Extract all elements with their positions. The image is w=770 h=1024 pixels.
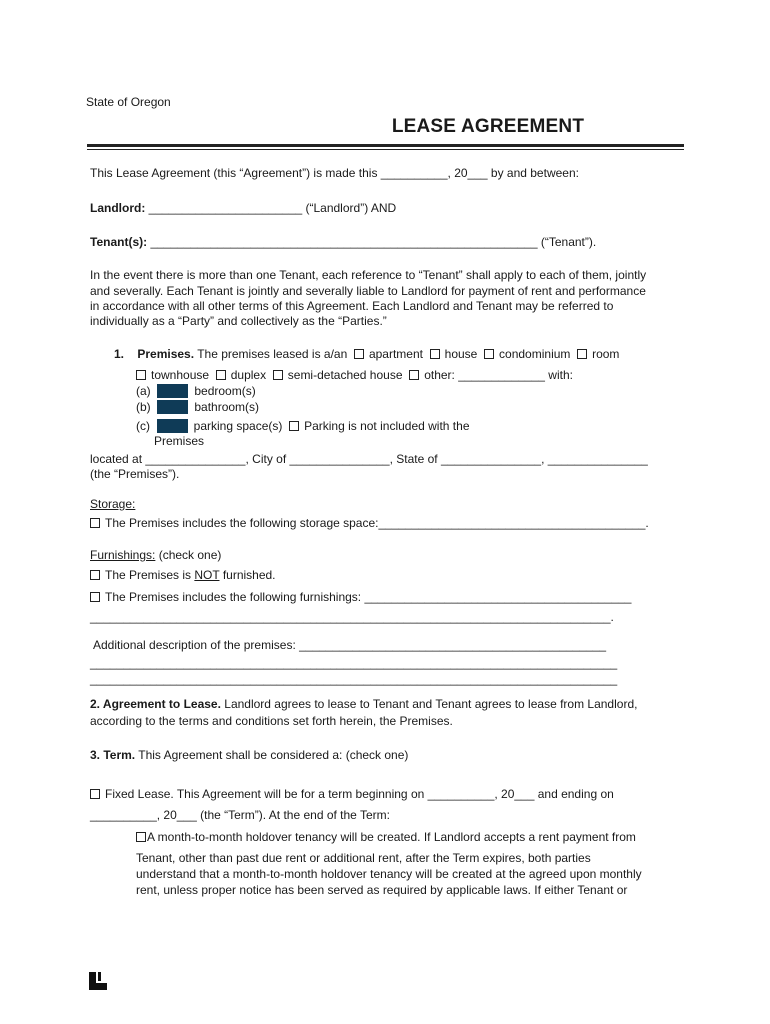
storage-heading: Storage: [90, 497, 136, 511]
intro-text: This Lease Agreement (this “Agreement”) is made this __________, 20___ by and between: [90, 166, 579, 180]
duplex-checkbox[interactable] [216, 370, 226, 380]
storage-row [90, 516, 649, 530]
room-checkbox[interactable] [577, 349, 587, 359]
no-parking-checkbox[interactable] [289, 421, 299, 431]
other-checkbox[interactable] [409, 370, 419, 380]
furnishings-heading-row [90, 548, 221, 562]
located-line[interactable]: located at _______________, City of _______________, State of _______________, _______________ [90, 452, 648, 466]
agreement-text: Landlord agrees to lease to Tenant and Tenant agrees to lease from Landlord, [220, 697, 638, 711]
parking-letter: (c) [136, 419, 150, 433]
holdover-line-4: rent, unless proper notice has been served as required by applicable laws. If either Tenant or [136, 883, 628, 897]
term-text: This Agreement shall be considered a: (check one) [135, 748, 409, 762]
agreement-line-1 [90, 697, 637, 711]
multi-tenant-line-2: and severally. Each Tenant is jointly and severally liable to Landlord for payment of rent and performance [90, 284, 646, 298]
not-furnished-checkbox[interactable] [90, 570, 100, 580]
additional-line-2[interactable]: _______________________________________________________________________________ [90, 672, 618, 686]
holdover-line-3: understand that a month-to-month holdover tenancy will be created at the agreed upon monthly [136, 867, 642, 881]
parking-input[interactable] [157, 419, 188, 433]
premises-number: 1. [114, 347, 125, 361]
fixed-lease-text[interactable]: Fixed Lease. This Agreement will be for a term beginning on __________, 20___ and ending on [105, 787, 614, 801]
tenant-label: Tenant(s): [90, 235, 148, 249]
premises-row-2 [136, 368, 573, 382]
bedrooms-input[interactable] [157, 384, 188, 398]
no-parking-cont: Premises [154, 434, 205, 448]
premises-definition: (the “Premises”). [90, 467, 180, 481]
condominium-checkbox[interactable] [484, 349, 494, 359]
house-checkbox[interactable] [430, 349, 440, 359]
premises-row-1 [114, 347, 619, 361]
storage-text[interactable]: The Premises includes the following storage space:________________________________________. [105, 516, 649, 530]
type-townhouse: townhouse [151, 368, 210, 382]
furnished-continuation[interactable]: ______________________________________________________________________________. [90, 610, 614, 624]
bedrooms-letter: (a) [136, 384, 151, 398]
title-rule-thick [87, 144, 684, 147]
premises-lead: The premises leased is a/an [194, 347, 348, 361]
furnished-text[interactable]: The Premises includes the following furnishings: ________________________________________ [105, 590, 632, 604]
title-rule-thin [87, 149, 684, 150]
furnished-row [90, 590, 631, 604]
document-title: LEASE AGREEMENT [391, 116, 585, 137]
bathrooms-label: bathroom(s) [194, 400, 260, 414]
bathrooms-input[interactable] [157, 400, 188, 414]
multi-tenant-line-1: In the event there is more than one Tenant, each reference to “Tenant” shall apply to each of them, jointly [90, 268, 647, 282]
townhouse-checkbox[interactable] [136, 370, 146, 380]
term-line [90, 748, 408, 762]
storage-checkbox[interactable] [90, 518, 100, 528]
not-furnished-post: furnished. [219, 568, 276, 582]
holdover-text-1: A month-to-month holdover tenancy will be created. If Landlord accepts a rent payment from [147, 830, 636, 844]
bedrooms-label: bedroom(s) [194, 384, 256, 398]
no-parking-label: Parking is not included with the [304, 419, 470, 433]
furnishings-heading: Furnishings: [90, 548, 156, 562]
holdover-checkbox[interactable] [136, 832, 146, 842]
holdover-line-1 [136, 830, 636, 844]
additional-line-1[interactable]: _______________________________________________________________________________ [90, 656, 618, 670]
additional-description[interactable]: Additional description of the premises: ______________________________________________ [93, 638, 607, 652]
term-heading: 3. Term. [90, 748, 136, 762]
not-furnished-pre: The Premises is [105, 568, 195, 582]
parking-label: parking space(s) [193, 419, 283, 433]
type-house: house [444, 347, 478, 361]
tenant-line [90, 235, 596, 249]
bathrooms-letter: (b) [136, 400, 151, 414]
landlord-line [90, 201, 396, 215]
premises-heading: Premises. [137, 347, 195, 361]
landlord-blank[interactable]: _______________________ (“Landlord”) AND [145, 201, 397, 215]
apartment-checkbox[interactable] [354, 349, 364, 359]
type-semi-detached: semi-detached house [287, 368, 403, 382]
furnished-checkbox[interactable] [90, 592, 100, 602]
type-duplex: duplex [230, 368, 267, 382]
bathrooms-row [136, 400, 259, 414]
parking-row [136, 419, 470, 433]
tenant-blank[interactable]: __________________________________________________________ (“Tenant”). [147, 235, 597, 249]
not-furnished-row [90, 568, 276, 582]
not-furnished-emphasis: NOT [194, 568, 220, 582]
agreement-heading: 2. Agreement to Lease. [90, 697, 221, 711]
bedrooms-row [136, 384, 256, 398]
type-condominium: condominium [499, 347, 571, 361]
type-room: room [592, 347, 620, 361]
multi-tenant-line-3: in accordance with all other terms of this Agreement. Each Landlord and Tenant may be referred to [90, 299, 614, 313]
type-other[interactable]: other: _____________ with: [424, 368, 573, 382]
agreement-line-2: according to the terms and conditions set forth herein, the Premises. [90, 714, 453, 728]
landlord-label: Landlord: [90, 201, 146, 215]
holdover-line-2: Tenant, other than past due rent or additional rent, after the Term expires, both parties [136, 851, 591, 865]
multi-tenant-line-4: individually as a “Party” and collectively as the “Parties.” [90, 314, 387, 328]
fixed-lease-cont[interactable]: __________, 20___ (the “Term”). At the end of the Term: [90, 808, 390, 822]
state-label: State of Oregon [86, 95, 171, 109]
type-apartment: apartment [368, 347, 423, 361]
fixed-lease-row [90, 787, 614, 801]
legal-logo-icon [89, 972, 107, 990]
furnishings-note: (check one) [155, 548, 222, 562]
semi-detached-checkbox[interactable] [273, 370, 283, 380]
fixed-lease-checkbox[interactable] [90, 789, 100, 799]
